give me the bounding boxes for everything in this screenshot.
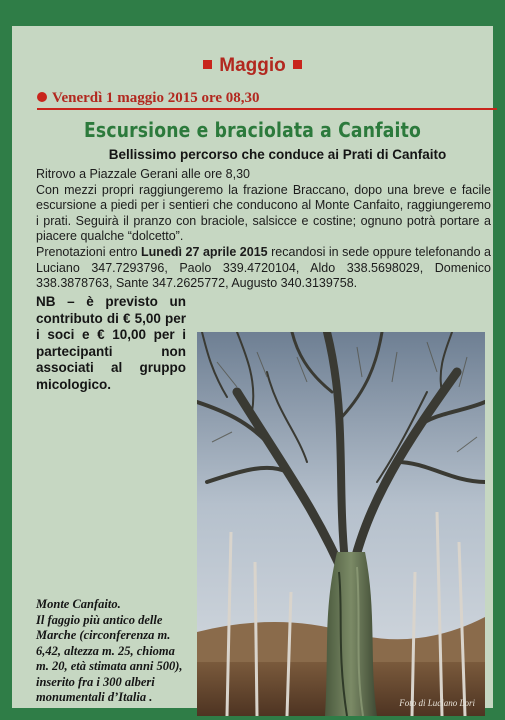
booking-contacts: recandosi in sede oppure telefonando a Luciano 347.7293796, Paolo 339.4720104, Aldo 338.5698029, Domenico 338.3878763, Sante 347.2625772, Augusto 340.3139758. bbox=[36, 244, 491, 291]
booking-date: Lunedì 27 aprile 2015 bbox=[141, 244, 268, 259]
caption-text: Il faggio più antico delle Marche (circonferenza m. 6,42, altezza m. 25, chioma m. 20, età stimata anni 500), inserito fra i 300 alberi monumentali d’Italia . bbox=[36, 612, 183, 704]
event-title: Escursione e braciolata a Canfaito bbox=[84, 118, 421, 142]
photo-caption bbox=[36, 597, 188, 706]
square-bullet-icon bbox=[293, 60, 302, 69]
flyer-page bbox=[12, 26, 493, 708]
event-description bbox=[36, 167, 491, 292]
booking-paragraph bbox=[36, 245, 491, 292]
square-bullet-icon bbox=[203, 60, 212, 69]
description-paragraph: Con mezzi propri raggiungeremo la frazione Braccano, dopo una breve e facile escursione a piedi per i sentieri che conducono al Monte Canfaito, raggiungeremo i prati. Seguirà il pranzo con braciole, salsicce e costine; ognuno potrà portare a piacere qualche “dolcetto”. bbox=[36, 182, 491, 244]
event-date-label: Venerdì 1 maggio 2015 ore 08,30 bbox=[52, 90, 260, 106]
month-label: Maggio bbox=[219, 55, 286, 76]
event-date bbox=[37, 90, 260, 107]
meeting-point: Ritrovo a Piazzale Gerani alle ore 8,30 bbox=[36, 167, 251, 181]
caption-title: Monte Canfaito. bbox=[36, 597, 121, 611]
photo-credit: Foto di Luciano Lori bbox=[399, 698, 475, 708]
dot-bullet-icon bbox=[37, 92, 47, 102]
month-heading bbox=[12, 55, 493, 77]
beech-tree-photo bbox=[197, 332, 485, 716]
event-subtitle: Bellissimo percorso che conduce ai Prati di Canfaito bbox=[108, 147, 447, 162]
divider bbox=[37, 108, 497, 110]
tree-illustration bbox=[197, 332, 485, 716]
price-note: NB – è previsto un contributo di € 5,00 per i soci e € 10,00 per i partecipanti non associati al gruppo micologico. bbox=[36, 294, 186, 392]
booking-prefix: Prenotazioni entro bbox=[36, 244, 142, 259]
